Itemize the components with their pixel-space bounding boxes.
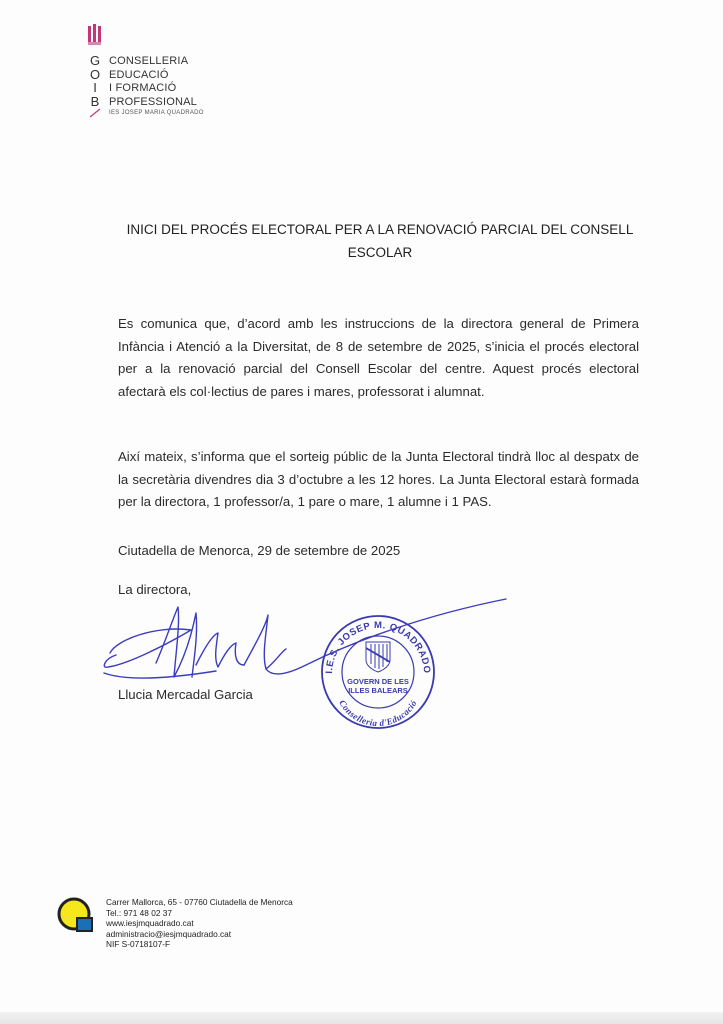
footer-contact [106,897,293,950]
conselleria-line: PROFESSIONAL [109,95,197,108]
conselleria-line: EDUCACIÓ [109,68,169,81]
svg-text:ILLES BALEARS: ILLES BALEARS [348,686,408,695]
conselleria-line: CONSELLERIA [109,55,189,67]
conselleria-name [109,55,197,109]
footer-nif: NIF S-0718107-F [106,939,171,950]
goib-letters [88,54,102,108]
title-line: INICI DEL PROCÉS ELECTORAL PER A LA RENOVACIÓ PARCIAL DEL CONSELL [126,222,634,237]
goib-logo [88,24,238,124]
svg-text:I.E.S. JOSEP M. QUADRADO: I.E.S. JOSEP M. QUADRADO [323,619,433,675]
place-date: Ciutadella de Menorca, 29 de setembre de 2025 [118,543,401,558]
footer-address: Carrer Mallorca, 65 - 07760 Ciutadella de Menorca [106,897,293,907]
school-footer-logo-icon [57,896,97,936]
school-name: IES JOSEP MARIA QUADRADO [109,110,204,116]
footer-phone: Tel.: 971 48 02 37 [106,907,172,918]
footer-website[interactable]: www.iesjmquadrado.cat [106,918,194,929]
goib-letter: B [90,93,100,109]
svg-text:Conselleria d'Educació: Conselleria d'Educació [337,698,419,729]
goib-letter: G [89,53,101,68]
document-title [110,218,650,264]
paragraph-draw-info: Així mateix, s’informa que el sorteig públic de la Junta Electoral tindrà lloc al despatx de la secretària divendres dia 3 d’octubre a les 12 hores. La Junta Electoral estarà formada per la directora, 1 professor/a, 1 pare o mare, 1 alumne i 1 PAS. [118,449,639,509]
title-line: ESCOLAR [347,245,413,260]
goib-emblem-icon [88,24,104,46]
handwritten-signature [96,585,516,695]
slash-icon [88,108,102,118]
goib-letter: I [93,80,97,95]
footer-email[interactable]: administracio@iesjmquadrado.cat [106,928,232,939]
signer-role: La directora, [118,582,192,597]
official-seal [318,612,438,732]
page-bottom-edge [0,1012,723,1024]
svg-text:GOVERN DE LES: GOVERN DE LES [347,677,409,686]
conselleria-line: I FORMACIÓ [109,82,177,94]
goib-letter: O [89,66,101,82]
paragraph-announcement: Es comunica que, d’acord amb les instruccions de la directora general de Primera Infància i Atenció a la Diversitat, de 8 de setembre de 2025, s’inicia el procés electoral per a la renovació parcial del Consell Escolar del centre. Aquest procés electoral afectarà els col·lectius de pares i mares, professorat i alumnat. [118,316,639,399]
signer-name: Llucia Mercadal Garcia [118,687,253,702]
